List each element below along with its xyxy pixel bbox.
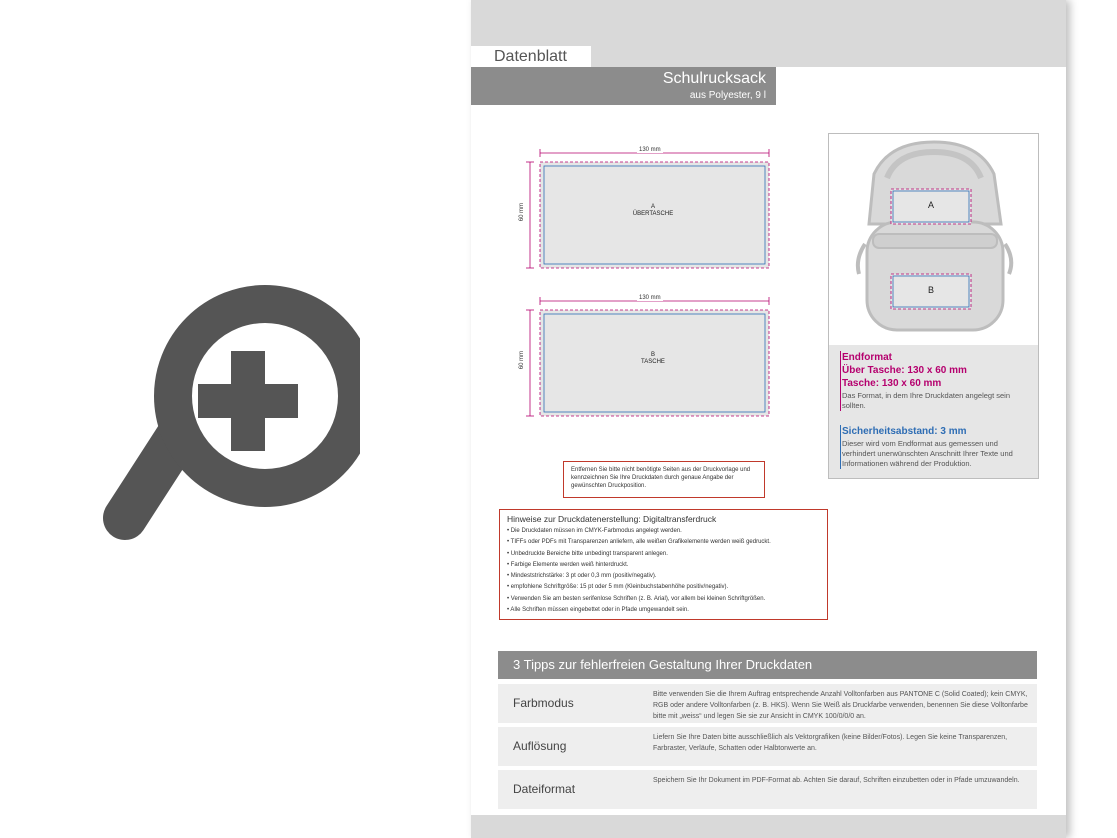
diagram-a-zone-label <box>613 204 693 218</box>
diagram-b-height-label: 60 mm <box>519 350 526 370</box>
tip-text: Bitte verwenden Sie die Ihrem Auftrag entsprechende Anzahl Volltonfarben aus PANTONE C (Solid Coated); kein CMYK, RGB oder andere Volltonfarben (z. B. HKS). Wenn Sie Weiß als Druckfarbe verwenden, benennen Sie diese Volltonfarbe bitte mit „weiss“ und legen Sie sie zur Ansicht in CMYK 100/0/0/0 an. <box>653 691 1028 720</box>
product-title-band <box>471 67 776 105</box>
tip-label: Dateiformat <box>513 782 576 796</box>
hint-item: • Die Druckdaten müssen im CMYK-Farbmodus angelegt werden. <box>507 528 682 534</box>
print-zone-diagram-b <box>519 294 773 419</box>
tip-row-dateiformat <box>498 770 1037 809</box>
diagram-a-width-label: 130 mm <box>639 147 661 153</box>
tip-row-farbmodus <box>498 684 1037 723</box>
tip-row-aufloesung <box>498 727 1037 766</box>
safety-title: Sicherheitsabstand: 3 mm <box>842 426 967 437</box>
hint-item: • Verwenden Sie am besten serifenlose Schriften (z. B. Arial), vor allem bei kleinen Schriftgrößen. <box>507 595 766 602</box>
print-zone-diagram-a <box>519 146 773 271</box>
hint-item: • Mindeststrichstärke: 3 pt oder 0,3 mm (positiv/negativ). <box>507 573 657 580</box>
diagram-b-zone-name: TASCHE <box>641 359 665 365</box>
endformat-text: Das Format, in dem Ihre Druckdaten angelegt sein sollten. <box>842 391 1010 410</box>
diagram-a-height-label: 60 mm <box>519 202 526 222</box>
zoom-in-icon[interactable] <box>100 236 360 556</box>
backpack-preview <box>829 134 1038 345</box>
tip-label: Farbmodus <box>513 696 574 710</box>
preview-zone-b: B <box>927 285 934 295</box>
endformat-line-2: Tasche: 130 x 60 mm <box>842 378 942 389</box>
hint-item: • TIFFs oder PDFs mit Transparenzen anliefern, alle weißen Grafikelemente werden weiß gedruckt. <box>507 539 771 546</box>
diagram-a-zone-letter: A <box>650 204 655 210</box>
safety-text: Dieser wird vom Endformat aus gemessen und verhindert unerwünschten Anschnitt Ihrer Texte und Informationen während der Produktion. <box>842 439 1013 468</box>
hints-title: Hinweise zur Druckdatenerstellung: Digitaltransferdruck <box>507 514 717 524</box>
remove-pages-note: Entfernen Sie bitte nicht benötigte Seiten aus der Druckvorlage und kennzeichnen Sie Ihre Druckdaten durch genaue Angabe der gewünschten Druckposition. <box>563 461 765 498</box>
diagram-b-zone-label <box>613 352 693 366</box>
product-preview-box <box>828 133 1039 479</box>
doctype-label: Datenblatt <box>471 46 591 68</box>
print-data-hints <box>499 509 828 620</box>
hint-item: • empfohlene Schriftgröße: 15 pt oder 5 mm (Kleinbuchstabenhöhe positiv/negativ). <box>507 584 729 591</box>
datasheet-page <box>471 0 1066 838</box>
tips-title: 3 Tipps zur fehlerfreien Gestaltung Ihrer Druckdaten <box>498 651 1037 679</box>
product-title: Schulrucksack <box>662 70 766 87</box>
endformat-title: Endformat <box>842 352 892 363</box>
plus-vertical <box>231 351 265 451</box>
preview-zone-a: A <box>927 200 934 210</box>
backpack-illustration <box>829 134 1038 345</box>
diagram-b-zone-letter: B <box>650 352 655 358</box>
product-subtitle: aus Polyester, 9 l <box>689 90 766 101</box>
tip-text: Speichern Sie Ihr Dokument im PDF-Format ab. Achten Sie darauf, Schriften einzubetten oder in Pfade umzuwandeln. <box>653 777 1020 784</box>
hint-item: • Alle Schriften müssen eingebettet oder in Pfade umgewandelt sein. <box>507 607 689 614</box>
tip-label: Auflösung <box>513 739 567 753</box>
diagram-b-width-label: 130 mm <box>639 295 661 301</box>
endformat-line-1: Über Tasche: 130 x 60 mm <box>842 365 967 376</box>
safety-info <box>840 425 1032 469</box>
hint-item: • Farbige Elemente werden weiß hinterdruckt. <box>507 561 629 568</box>
hint-item: • Unbedruckte Bereiche bitte unbedingt transparent anlegen. <box>507 550 668 557</box>
sheet-footer-band <box>471 815 1066 838</box>
diagram-a-zone-name: ÜBERTASCHE <box>632 211 674 217</box>
endformat-info <box>840 351 1032 411</box>
tip-text: Liefern Sie Ihre Daten bitte ausschließlich als Vektorgrafiken (keine Bilder/Fotos). Legen Sie keine Transparenzen, Farbraster, Verläufe, Schatten oder Halbtonwerte an. <box>653 734 1008 752</box>
